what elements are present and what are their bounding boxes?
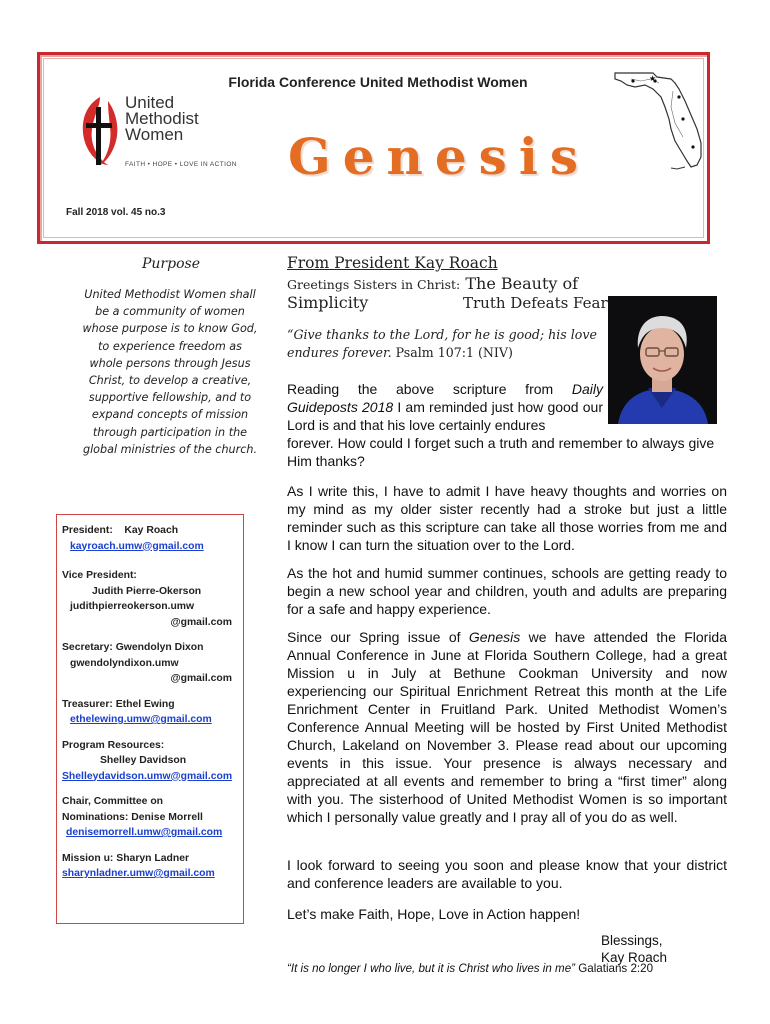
paragraph-4 — [287, 628, 727, 826]
p1-italic-title: Daily Guideposts 2018 — [287, 381, 603, 415]
paragraph-2: As I write this, I have to admit I have heavy thoughts and worries on my mind as my older sister recently had a stroke but just a little reminder such as this scripture can take all those worries from me and I know I can turn the situation over to the Lord. — [287, 483, 727, 553]
florida-map-icon — [613, 67, 711, 171]
p4-italic-title: Genesis — [468, 629, 521, 645]
org-title: Florida Conference United Methodist Women — [228, 74, 528, 90]
p1-text-a: Reading the above scripture from — [287, 381, 554, 397]
program-email-link[interactable]: Shelleydavidson.umw@gmail.com — [62, 770, 233, 782]
masthead — [37, 52, 710, 244]
closing-verse — [287, 962, 653, 975]
officer-program-resources — [62, 738, 238, 785]
vp-email-line-2: @gmail.com — [170, 616, 232, 628]
officer-president — [62, 523, 238, 554]
secretary-email-line-2: @gmail.com — [170, 673, 232, 684]
president-name: Kay Roach — [124, 525, 179, 536]
vp-label: Vice President: — [62, 570, 137, 581]
vp-name: Judith Pierre-Okerson — [92, 585, 202, 597]
president-photo — [608, 296, 717, 424]
treasurer-label: Treasurer: Ethel Ewing — [62, 698, 175, 710]
closing-reference: Galatians 2:20 — [578, 962, 654, 975]
logo-line-1: United — [125, 93, 175, 112]
article-subtitle-1: The Beauty of Simplicity — [287, 274, 579, 312]
logo-line-3: Women — [125, 125, 184, 144]
issue-info: Fall 2018 vol. 45 no.3 — [66, 207, 166, 218]
scripture-reference: Psalm 107:1 (NIV) — [395, 345, 513, 360]
umw-logo — [78, 89, 238, 181]
mission-label: Mission u: Sharyn Ladner — [62, 852, 190, 864]
vp-email-line-1: judithpierreokerson.umw — [70, 601, 195, 612]
officer-nominations-chair — [62, 794, 238, 841]
officer-treasurer — [62, 697, 238, 728]
officers-box — [56, 514, 244, 924]
p1-text-b: I am reminded just how good our Lord is and that his love certainly endures — [287, 399, 604, 433]
article-subtitle-2: Truth Defeats Fear — [463, 294, 608, 312]
scripture-quote — [287, 326, 607, 362]
program-name: Shelley Davidson — [100, 755, 187, 766]
paragraph-5: I look forward to seeing you soon and please know that your district and conference leaders are available to you. — [287, 857, 727, 891]
secretary-label: Secretary: Gwendolyn Dixon — [62, 642, 204, 653]
chair-label-line-1: Chair, Committee on — [62, 796, 164, 807]
chair-email-link[interactable]: denisemorrell.umw@gmail.com — [66, 827, 223, 838]
mission-email-link[interactable]: sharynladner.umw@gmail.com — [62, 868, 215, 879]
closing-quote: “It is no longer I who live, but it is Christ who lives in me” — [287, 962, 576, 975]
president-label: President: — [62, 525, 113, 536]
sign-off: Blessings, — [601, 933, 663, 948]
paragraph-1-continued: forever. How could I forget such a truth and remember to always give Him thanks? — [287, 435, 715, 469]
paragraph-6: Let’s make Faith, Hope, Love in Action happen! — [287, 906, 581, 922]
purpose-statement: United Methodist Women shall be a community of women whose purpose is to know God, to experience freedom as whole persons through Jesus Christ, to develop a creative, supportive fellowship, and to expand concepts of mission through participation in the global ministries of the church. — [82, 288, 258, 456]
logo-line-2: Methodist — [125, 109, 199, 128]
officer-vice-president — [62, 568, 238, 630]
newsletter-title: Genesis — [288, 127, 590, 186]
logo-wordmark — [125, 95, 199, 143]
paragraph-1 — [287, 380, 603, 434]
scripture-text: “Give thanks to the Lord, for he is good; his love endures forever. — [287, 327, 597, 360]
purpose-title: Purpose — [142, 256, 200, 272]
svg-text:★: ★ — [649, 74, 657, 83]
portrait-image — [608, 296, 717, 424]
p4-text-a: Since our Spring issue of — [287, 629, 461, 645]
cross-flame-icon — [78, 93, 122, 169]
signature-block — [601, 932, 667, 966]
president-email-link[interactable]: kayroach.umw@gmail.com — [70, 540, 204, 552]
officer-mission-u — [62, 851, 238, 882]
signer-name: Kay Roach — [601, 950, 668, 965]
paragraph-3: As the hot and humid summer continues, schools are getting ready to begin a new school year and children, youth and adults are preparing for a safe and happy experience. — [287, 565, 727, 617]
chair-label-line-2: Nominations: Denise Morrell — [62, 811, 203, 823]
logo-tagline: FAITH • HOPE • LOVE IN ACTION — [125, 161, 237, 168]
p4-text-b: we have attended the Florida Annual Conference in June at Florida Southern College, had a great Mission u in July at Bethune Cookman University and now experiencing our Spiritual Enrichment Retreat this month at the Life Enrichment Center in Fruitland Park. United Methodist Women’s Conference Annual Meeting will be hosted by First United Methodist Church, Lakeland on November 3. Please read about our upcoming events in this issue. Your presence is always necessary and appreciated at all events and remember to bring a “first timer” along with you. The sisterhood of United Methodist Women is so important which I personally value greatly and I pray all of you do as well. — [287, 629, 727, 825]
officer-secretary — [62, 640, 238, 687]
article-heading: From President Kay Roach — [287, 254, 498, 272]
treasurer-email-link[interactable]: ethelewing.umw@gmail.com — [70, 714, 212, 725]
secretary-email-line-1: gwendolyndixon.umw — [70, 657, 179, 669]
program-label: Program Resources: — [62, 739, 165, 751]
greeting: Greetings Sisters in Christ: — [287, 277, 461, 292]
